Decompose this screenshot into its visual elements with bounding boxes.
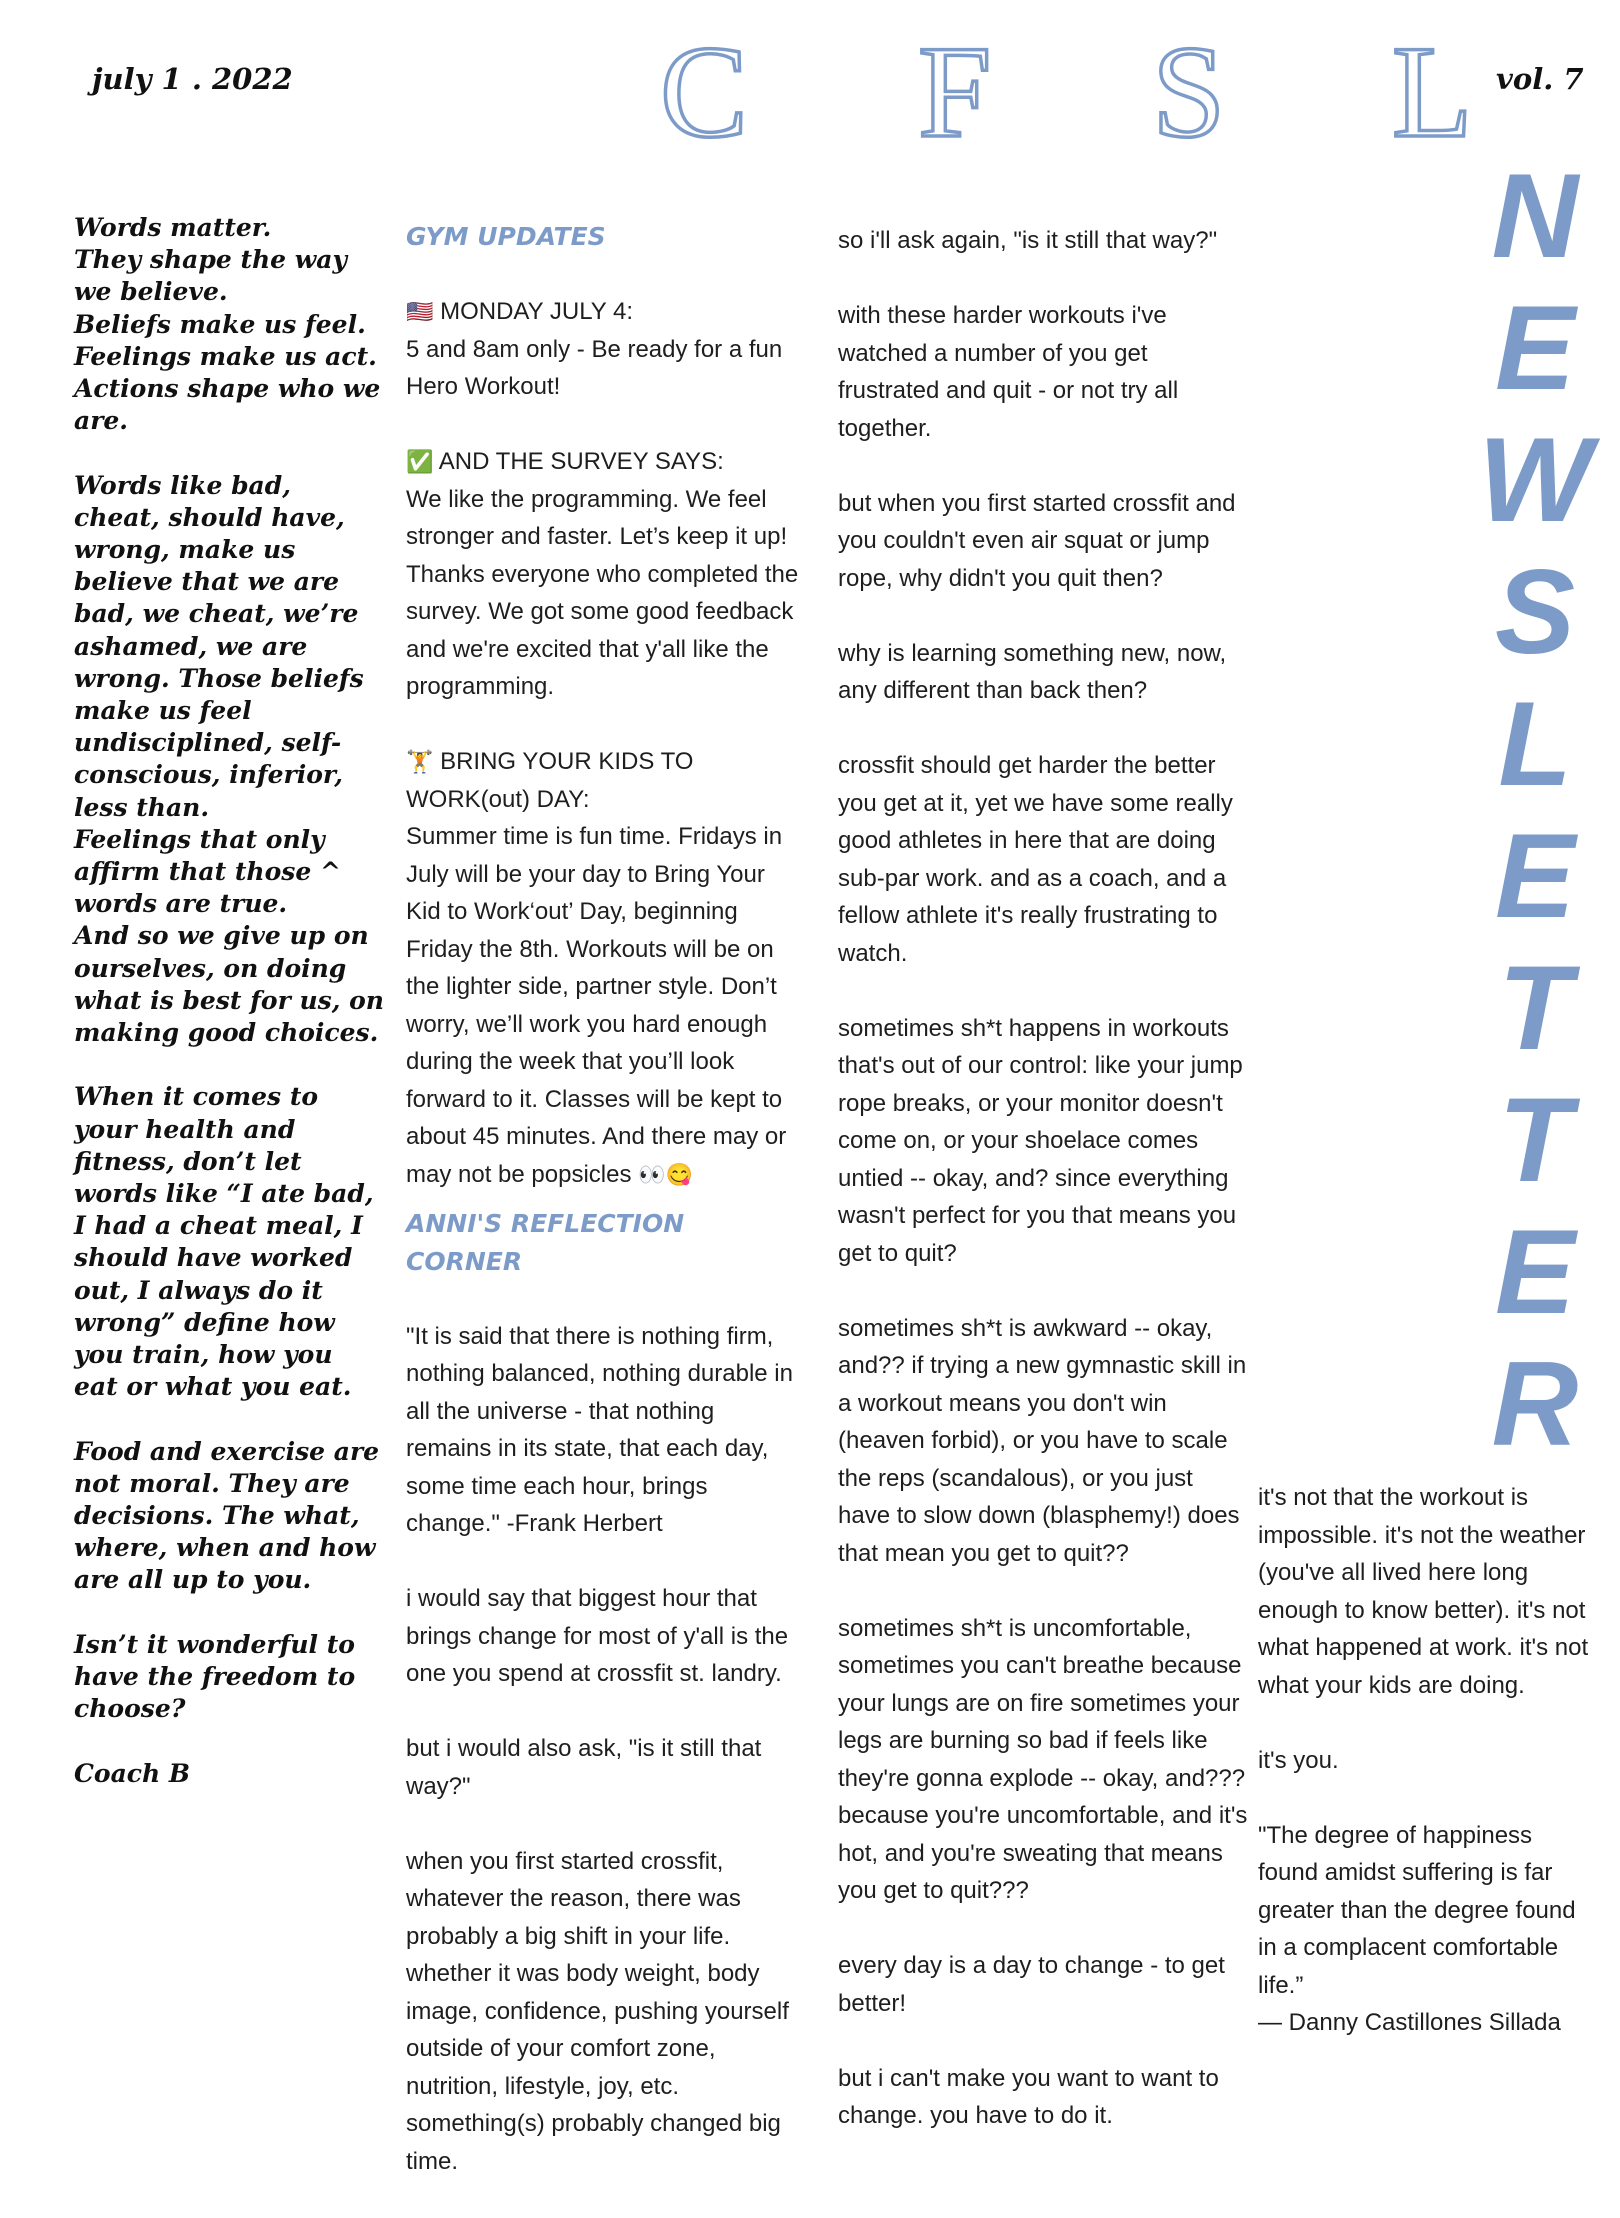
- masthead-letter-l: L: [1392, 18, 1473, 165]
- reflection-column-continued: [838, 222, 1248, 2172]
- reflection-paragraph: with these harder workouts i've watched a number of you get frustrated and quit - or not try all together.: [838, 302, 1179, 442]
- weightlifter-icon: 🏋: [406, 749, 434, 774]
- reflection-column-final: [1258, 1479, 1598, 2079]
- title-letter: L: [1498, 677, 1572, 811]
- reflection-paragraph: sometimes sh*t is awkward -- okay, and?? if trying a new gymnastic skill in a workout means you don't win (heaven forbid), or you have to scale the reps (scandalous), or you just have to slow down (blasphemy!) does that mean you get to quit??: [838, 1314, 1247, 1567]
- reflection-paragraph: but i would also ask, "is it still that way?": [406, 1735, 762, 1800]
- reflection-paragraph: sometimes sh*t happens in workouts that's out of our control: like your jump rope breaks, or your monitor doesn't come on, or your shoelace comes untied -- okay, and? since everything wasn't perfect for you that means you get to quit?: [838, 1014, 1243, 1267]
- reflection-paragraph: it's not that the workout is impossible. it's not the weather (you've all lived here long enough to know better). it's not what happened at work. it's not what your kids are doing.: [1258, 1484, 1589, 1699]
- reflection-paragraph: but i can't make you want to want to change. you have to do it.: [838, 2064, 1219, 2129]
- eyes-yum-emoji-icon: 👀😋: [638, 1161, 693, 1187]
- reflection-paragraph: why is learning something new, now, any different than back then?: [838, 639, 1227, 704]
- motto-paragraph: When it comes to your health and fitness, don’t let words like “I ate bad, I had a cheat meal, I should have worked out, I always do it wrong” define how you train, how you eat or what you eat.: [74, 1082, 374, 1402]
- title-letter: W: [1478, 413, 1592, 547]
- reflection-paragraph: when you first started crossfit, whatever the reason, there was probably a big shift in your life. whether it was body weight, body image, confidence, pushing yourself outside of your comfort zone, nutrition, lifestyle, joy, etc. something(s) probably changed big time.: [406, 1847, 789, 2175]
- reflection-paragraph: it's you.: [1258, 1746, 1339, 1774]
- coach-motto-column: [74, 212, 384, 1822]
- title-letter: E: [1494, 1205, 1576, 1339]
- title-letter: E: [1494, 809, 1576, 943]
- title-letter: T: [1498, 941, 1572, 1075]
- update-title: BRING YOUR KIDS TO WORK(out) DAY:: [406, 748, 694, 813]
- update-body: 5 and 8am only - Be ready for a fun Hero Workout!: [406, 335, 783, 400]
- motto-paragraph: Isn’t it wonderful to have the freedom to choose?: [74, 1629, 356, 1724]
- reflection-paragraph: so i'll ask again, "is it still that way?": [838, 227, 1218, 254]
- motto-paragraph: Food and exercise are not moral. They are decisions. The what, where, when and how are all up to you.: [74, 1436, 380, 1595]
- title-letter: R: [1491, 1337, 1579, 1471]
- title-letter: E: [1494, 281, 1576, 415]
- vertical-newsletter-title: [1460, 150, 1610, 1470]
- reflection-corner-heading: ANNI'S REFLECTION CORNER: [406, 1209, 685, 1276]
- motto-paragraph: Words like bad, cheat, should have, wrong, make us believe that we are bad, we cheat, we’re ashamed, we are wrong. Those beliefs make us feel undisciplined, self-conscious, inferior, less than. Feelings that only affirm that those ^ words are true. And so we give up on ourselves, on doing what is best for us, on making good choices.: [74, 470, 384, 1048]
- update-title: AND THE SURVEY SAYS:: [438, 448, 724, 475]
- reflection-paragraph: sometimes sh*t is uncomfortable, sometimes you can't breathe because your lungs are on fire sometimes your legs are burning so bad if feels like they're gonna explode -- okay, and??? because you're uncomfortable, and it's hot, and you're sweating that means you get to quit???: [838, 1614, 1248, 1904]
- reflection-paragraph: crossfit should get harder the better you get at it, yet we have some really good athletes in here that are doing sub-par work. and as a coach, and a fellow athlete it's really frustrating to watch.: [838, 752, 1233, 967]
- us-flag-icon: 🇺🇸: [406, 299, 434, 324]
- title-letter: N: [1491, 149, 1579, 283]
- reflection-paragraph: but when you first started crossfit and you couldn't even air squat or jump rope, why didn't you quit then?: [838, 489, 1236, 592]
- motto-paragraph: Words matter. They shape the way we believe. Beliefs make us feel. Feelings make us act. Actions shape who we are.: [74, 213, 381, 436]
- check-mark-icon: ✅: [406, 449, 434, 474]
- motto-signature: Coach B: [74, 1758, 191, 1788]
- update-title: MONDAY JULY 4:: [440, 298, 634, 325]
- update-body: We like the programming. We feel stronger and faster. Let’s keep it up! Thanks everyone who completed the survey. We got some good feedback and we're excited that y'all like the programming.: [406, 485, 799, 700]
- closing-quote: "The degree of happiness found amidst suffering is far greater than the degree found in a complacent comfortable life.” — Danny Castillones Sillada: [1258, 1821, 1576, 2036]
- update-item: [406, 443, 806, 706]
- masthead-letter-f: F: [918, 18, 992, 165]
- gym-updates-column: [406, 218, 806, 2218]
- update-body: Summer time is fun time. Fridays in July will be your day to Bring Your Kid to Work‘out’ Day, beginning Friday the 8th. Workouts will be on the lighter side, partner style. Don’t worry, we’ll work you hard enough during the week that you’ll look forward to it. Classes will be kept to about 45 minutes. And there may or may not be popsicles: [406, 823, 787, 1188]
- reflection-paragraph: "It is said that there is nothing firm, nothing balanced, nothing durable in all the universe - that nothing remains in its state, that each day, some time each hour, brings change." -Frank Herbert: [406, 1322, 793, 1537]
- title-letter: T: [1498, 1073, 1572, 1207]
- masthead-letter-c: C: [660, 18, 749, 165]
- masthead-letter-s: S: [1152, 18, 1226, 165]
- issue-date: july 1 . 2022: [92, 62, 293, 96]
- update-item: [406, 293, 806, 406]
- reflection-paragraph: every day is a day to change - to get better!: [838, 1952, 1225, 2017]
- gym-updates-heading: GYM UPDATES: [406, 222, 606, 251]
- volume-number: vol. 7: [1496, 62, 1584, 96]
- update-item: [406, 743, 806, 1193]
- reflection-paragraph: i would say that biggest hour that brings change for most of y'all is the one you spend at crossfit st. landry.: [406, 1585, 789, 1687]
- title-letter: S: [1494, 545, 1576, 679]
